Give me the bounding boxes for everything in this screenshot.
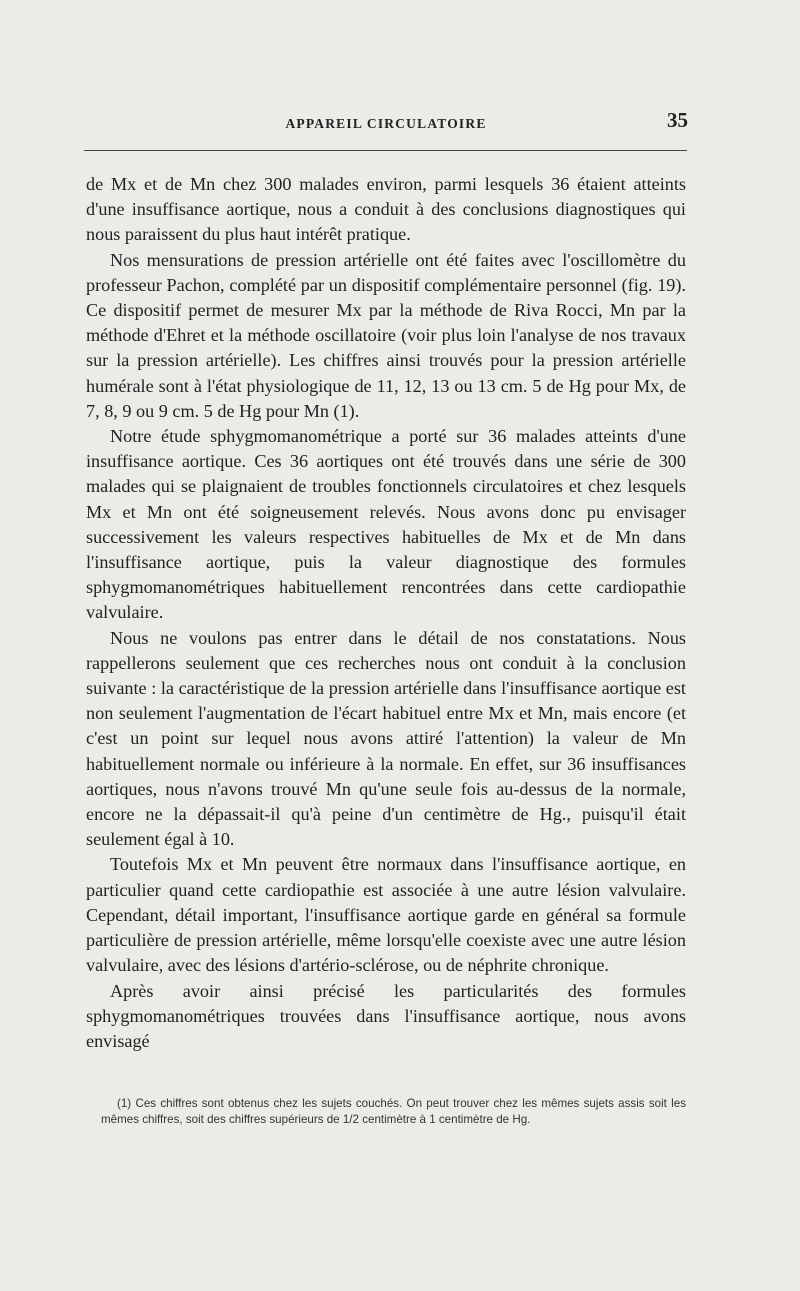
paragraph-2: Nos mensurations de pression artérielle ont été faites avec l'oscillomètre du professeur Pachon, complété par un dispositif complémentaire personnel (fig. 19). Ce dispositif permet de mesurer Mx par la méthode de Riva Rocci, Mn par la méthode d'Ehret et la méthode oscillatoire (voir plus loin l'analyse de nos travaux sur la pression artérielle). Les chiffres ainsi trouvés pour la pression artérielle humérale sont à l'état physiologique de 11, 12, 13 ou 13 cm. 5 de Hg pour Mx, de 7, 8, 9 ou 9 cm. 5 de Hg pour Mn (1). xyxy=(86,249,686,421)
header-rule xyxy=(84,150,687,151)
paragraph-6: Après avoir ainsi précisé les particularités des formules sphygmomanométriques trouvées dans l'insuffisance aortique, nous avons envisagé xyxy=(86,980,686,1051)
page-number: 35 xyxy=(667,108,688,132)
paragraph-1: de Mx et de Mn chez 300 malades environ, parmi lesquels 36 étaient atteints d'une insuffisance aortique, nous a conduit à des conclusions diagnostiques qui nous paraissent du plus haut intérêt pratique. xyxy=(86,174,686,245)
paragraph-5: Toutefois Mx et Mn peuvent être normaux dans l'insuffisance aortique, en particulier quand cette cardiopathie est associée à une autre lésion valvulaire. Cependant, détail important, l'insuffisance aortique garde en général sa formule particulière de pression artérielle, même lorsqu'elle coexiste avec une autre lésion valvulaire, avec des lésions d'artério-sclérose, ou de néphrite chronique. xyxy=(86,854,686,976)
footnote-1: (1) Ces chiffres sont obtenus chez les sujets couchés. On peut trouver chez les mêmes sujets assis soit les mêmes chiffres, soit des chiffres supérieurs de 1/2 centimètre à 1 centimètre de Hg. xyxy=(101,1097,686,1126)
footnotes xyxy=(101,1096,686,1128)
page-header xyxy=(86,108,686,138)
paragraph-3: Notre étude sphygmomanométrique a porté sur 36 malades atteints d'une insuffisance aortique. Ces 36 aortiques ont été trouvés dans une série de 300 malades qui se plaignaient de troubles fonctionnels circulatoires et chez lesquels Mx et Mn ont été soigneusement relevés. Nous avons donc pu envisager successivement les valeurs respectives habituelles de Mx et de Mn dans l'insuffisance aortique, puis la valeur diagnostique des formules sphygmomanométriques habituellement rencontrées dans cette cardiopathie valvulaire. xyxy=(86,426,686,623)
body-text xyxy=(86,172,686,1054)
paragraph-4: Nous ne voulons pas entrer dans le détail de nos constatations. Nous rappellerons seulement que ces recherches nous ont conduit à la conclusion suivante : la caractéristique de la pression artérielle dans l'insuffisance aortique est non seulement l'augmentation de l'écart habituel entre Mx et Mn, mais encore (et c'est un point sur lequel nous avons attiré l'attention) la valeur de Mn habituellement normale ou inférieure à la normale. En effet, sur 36 insuffisances aortiques, nous n'avons trouvé Mn qu'une seule fois au-dessus de la normale, encore ne la dépassait-il qu'à peine d'un centimètre de Hg., puisqu'il était seulement égal à 10. xyxy=(86,627,686,850)
running-title: APPAREIL CIRCULATOIRE xyxy=(285,116,487,131)
